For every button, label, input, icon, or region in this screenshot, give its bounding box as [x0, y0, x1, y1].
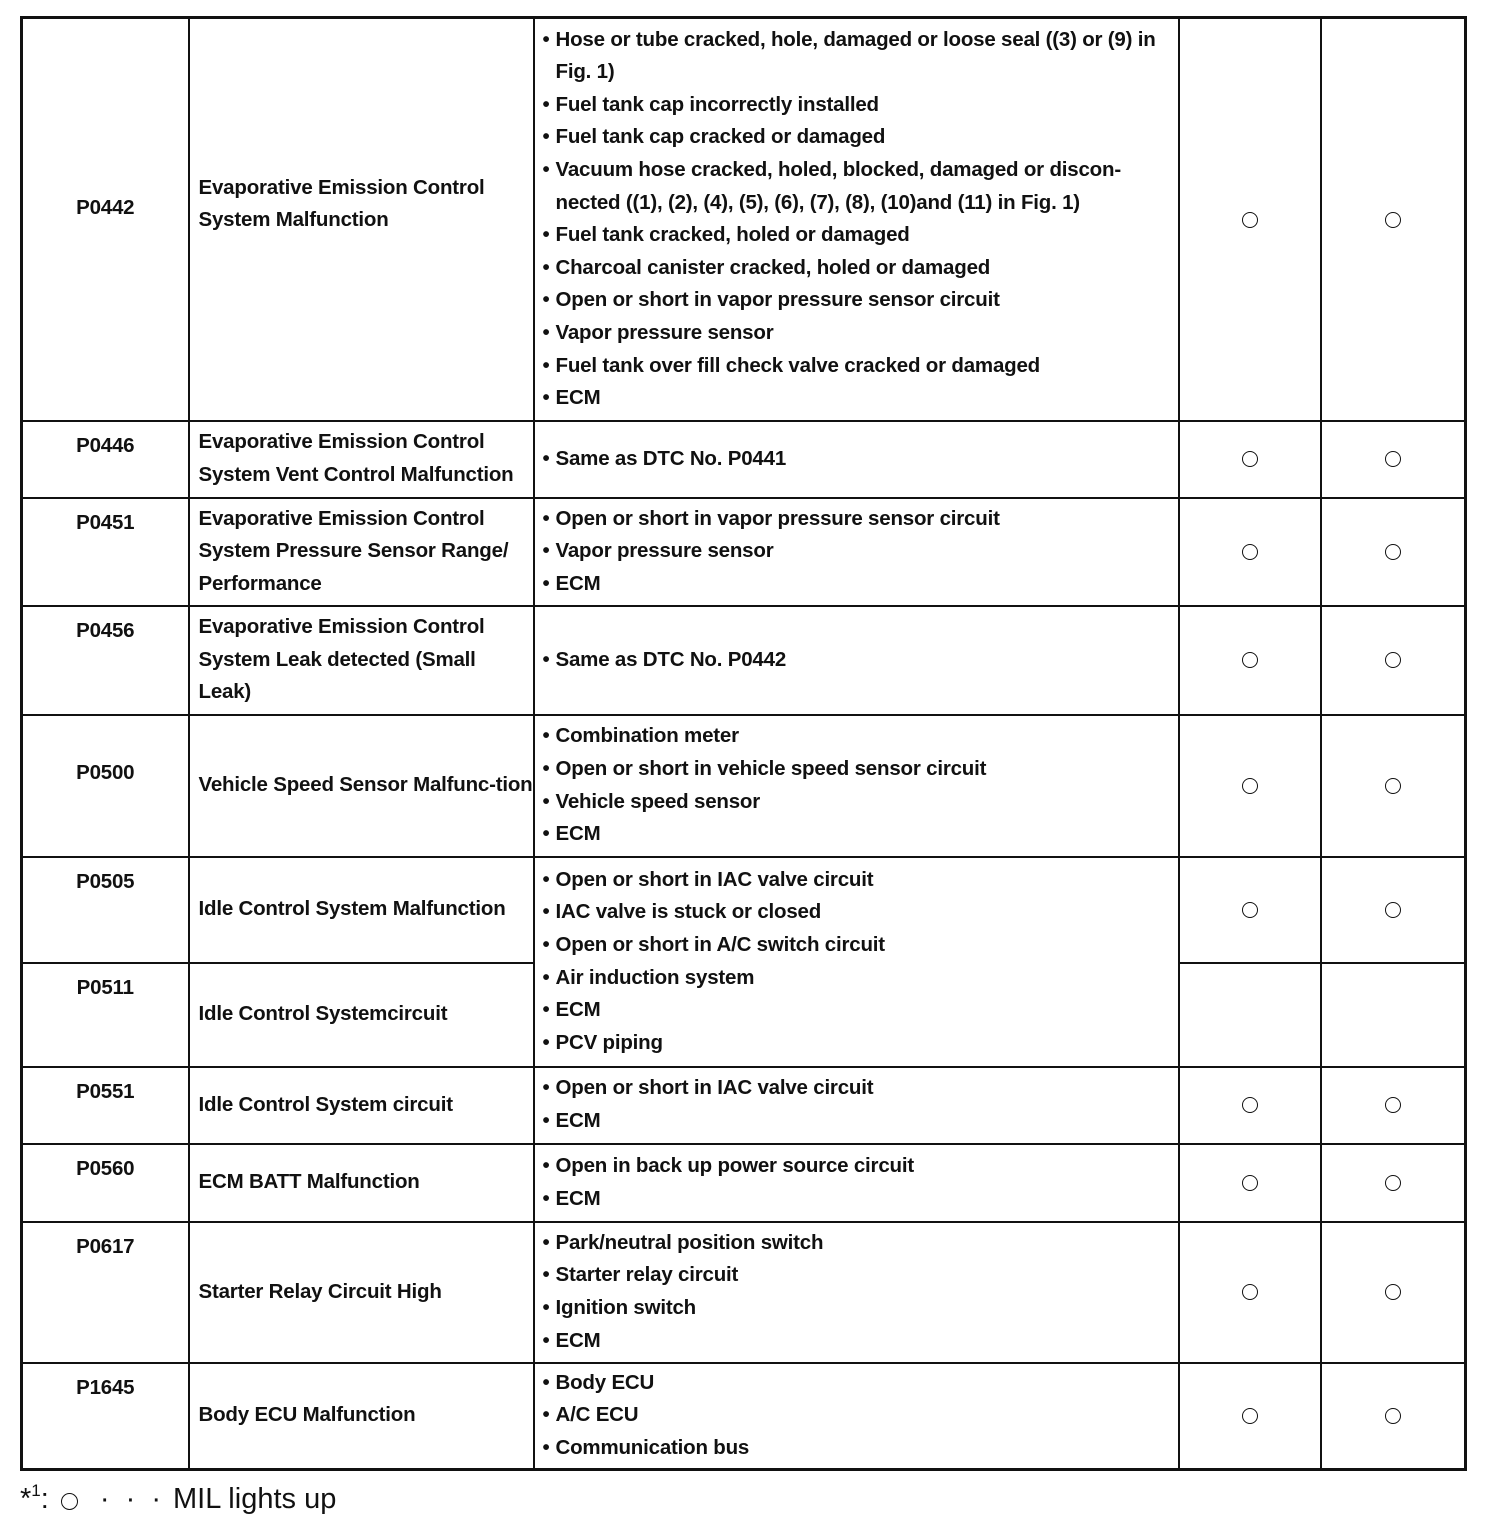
cause-item: • Park/neutral position switch	[543, 1227, 1172, 1260]
memory-circle-icon	[1385, 544, 1401, 560]
cause-item: • Vapor pressure sensor	[543, 535, 1172, 568]
trouble-area	[534, 1067, 1179, 1144]
cause-item: • ECM	[543, 1325, 1172, 1358]
mil-circle-icon	[1242, 1175, 1258, 1191]
cause-item: • Same as DTC No. P0442	[543, 644, 1172, 677]
memory-cell	[1321, 857, 1466, 963]
footnote-dots: · · ·	[99, 1483, 165, 1515]
cause-item: • ECM	[543, 1183, 1172, 1216]
cause-item: • Vacuum hose cracked, holed, blocked, damaged or discon-nected ((1), (2), (4), (5), (6), (7), (8), (10)and (11) in Fig. 1)	[543, 154, 1172, 219]
dtc-code: P0511	[22, 963, 189, 1067]
table-row	[22, 715, 1466, 857]
dtc-description: ECM BATT Malfunction	[189, 1144, 534, 1222]
memory-cell	[1321, 498, 1466, 606]
mil-cell	[1179, 1067, 1321, 1144]
memory-cell	[1321, 715, 1466, 857]
memory-cell	[1321, 1067, 1466, 1144]
memory-circle-icon	[1385, 902, 1401, 918]
table-row	[22, 1363, 1466, 1470]
footnote-superscript: 1	[31, 1481, 41, 1500]
trouble-area	[534, 421, 1179, 498]
cause-item: • Air induction system	[543, 962, 1172, 995]
cause-item: • PCV piping	[543, 1027, 1172, 1060]
cause-item: • Charcoal canister cracked, holed or damaged	[543, 252, 1172, 285]
dtc-description: Idle Control System circuit	[189, 1067, 534, 1144]
mil-cell	[1179, 857, 1321, 963]
dtc-description: Evaporative Emission Control System Vent Control Malfunction	[189, 421, 534, 498]
dtc-code: P0560	[22, 1144, 189, 1222]
memory-cell	[1321, 963, 1466, 1067]
mil-circle-icon	[1242, 778, 1258, 794]
trouble-area	[534, 1144, 1179, 1222]
footnote	[20, 1472, 336, 1518]
cause-item: • Fuel tank over fill check valve cracked or damaged	[543, 350, 1172, 383]
dtc-code: P0451	[22, 498, 189, 606]
table-row	[22, 1067, 1466, 1144]
cause-item: • Open or short in vehicle speed sensor circuit	[543, 753, 1172, 786]
trouble-area	[534, 498, 1179, 606]
cause-item: • Open or short in IAC valve circuit	[543, 1072, 1172, 1105]
memory-circle-icon	[1385, 1408, 1401, 1424]
memory-cell	[1321, 421, 1466, 498]
mil-cell	[1179, 18, 1321, 421]
cause-item: • Open or short in vapor pressure sensor circuit	[543, 503, 1172, 536]
cause-item: • Body ECU	[543, 1367, 1172, 1400]
memory-circle-icon	[1385, 1284, 1401, 1300]
cause-item: • Open or short in IAC valve circuit	[543, 864, 1172, 897]
dtc-code: P0446	[22, 421, 189, 498]
dtc-description: Body ECU Malfunction	[189, 1363, 534, 1470]
mil-cell	[1179, 1363, 1321, 1470]
cause-item: • ECM	[543, 1105, 1172, 1138]
table-row	[22, 421, 1466, 498]
memory-circle-icon	[1385, 1175, 1401, 1191]
mil-cell	[1179, 963, 1321, 1067]
mil-circle-icon	[1242, 1284, 1258, 1300]
memory-cell	[1321, 1222, 1466, 1363]
trouble-area	[534, 1363, 1179, 1470]
cause-item: • Hose or tube cracked, hole, damaged or loose seal ((3) or (9) in Fig. 1)	[543, 24, 1172, 89]
cause-item: • ECM	[543, 994, 1172, 1027]
mil-cell	[1179, 1144, 1321, 1222]
trouble-area	[534, 715, 1179, 857]
dtc-description: Evaporative Emission Control System Pressure Sensor Range/ Performance	[189, 498, 534, 606]
cause-item: • IAC valve is stuck or closed	[543, 896, 1172, 929]
cause-item: • Fuel tank cap incorrectly installed	[543, 89, 1172, 122]
cause-item: • Open in back up power source circuit	[543, 1150, 1172, 1183]
dtc-code: P0442	[22, 18, 189, 421]
cause-item: • ECM	[543, 568, 1172, 601]
cause-item: • ECM	[543, 382, 1172, 415]
cause-item: • Communication bus	[543, 1432, 1172, 1465]
table-row	[22, 1222, 1466, 1363]
cause-item: • Same as DTC No. P0441	[543, 443, 1172, 476]
mil-circle-icon	[1242, 451, 1258, 467]
dtc-code: P0456	[22, 606, 189, 715]
table-row	[22, 1144, 1466, 1222]
footnote-marker: *	[20, 1483, 32, 1515]
mil-circle-icon	[1242, 212, 1258, 228]
memory-circle-icon	[1385, 451, 1401, 467]
trouble-area	[534, 1222, 1179, 1363]
mil-circle-icon	[1242, 652, 1258, 668]
mil-circle-icon	[1242, 544, 1258, 560]
cause-item: • Fuel tank cracked, holed or damaged	[543, 219, 1172, 252]
dtc-code: P0617	[22, 1222, 189, 1363]
cause-item: • Open or short in A/C switch circuit	[543, 929, 1172, 962]
memory-circle-icon	[1385, 1097, 1401, 1113]
cause-item: • Starter relay circuit	[543, 1259, 1172, 1292]
mil-circle-icon	[1242, 1097, 1258, 1113]
cause-item: • Open or short in vapor pressure sensor circuit	[543, 284, 1172, 317]
table-row	[22, 606, 1466, 715]
cause-item: • ECM	[543, 818, 1172, 851]
cause-item: • Combination meter	[543, 720, 1172, 753]
dtc-description: Starter Relay Circuit High	[189, 1222, 534, 1363]
memory-circle-icon	[1385, 652, 1401, 668]
table-row	[22, 857, 1466, 963]
cause-item: • Vehicle speed sensor	[543, 786, 1172, 819]
memory-cell	[1321, 18, 1466, 421]
memory-circle-icon	[1385, 212, 1401, 228]
footnote-colon: :	[40, 1483, 49, 1515]
mil-circle-icon	[1242, 902, 1258, 918]
mil-cell	[1179, 606, 1321, 715]
footnote-text: MIL lights up	[172, 1483, 337, 1515]
dtc-description: Idle Control Systemcircuit	[189, 963, 534, 1067]
mil-cell	[1179, 421, 1321, 498]
dtc-code: P0505	[22, 857, 189, 963]
dtc-code: P1645	[22, 1363, 189, 1470]
dtc-description: Vehicle Speed Sensor Malfunc-tion	[189, 715, 534, 857]
cause-item: • A/C ECU	[543, 1399, 1172, 1432]
memory-cell	[1321, 606, 1466, 715]
memory-circle-icon	[1385, 778, 1401, 794]
table-row	[22, 498, 1466, 606]
table-row	[22, 18, 1466, 421]
dtc-code: P0500	[22, 715, 189, 857]
mil-cell	[1179, 715, 1321, 857]
mil-cell	[1179, 498, 1321, 606]
dtc-description: Evaporative Emission Control System Leak detected (Small Leak)	[189, 606, 534, 715]
mil-cell	[1179, 1222, 1321, 1363]
trouble-area	[534, 606, 1179, 715]
trouble-area	[534, 857, 1179, 1067]
dtc-description: Idle Control System Malfunction	[189, 857, 534, 963]
cause-item: • Ignition switch	[543, 1292, 1172, 1325]
mil-circle-icon	[61, 1493, 78, 1510]
memory-cell	[1321, 1363, 1466, 1470]
dtc-table	[20, 16, 1467, 1471]
mil-circle-icon	[1242, 1408, 1258, 1424]
cause-item: • Fuel tank cap cracked or damaged	[543, 121, 1172, 154]
memory-cell	[1321, 1144, 1466, 1222]
cause-item: • Vapor pressure sensor	[543, 317, 1172, 350]
dtc-description: Evaporative Emission Control System Malfunction	[189, 18, 534, 421]
dtc-code: P0551	[22, 1067, 189, 1144]
trouble-area	[534, 18, 1179, 421]
